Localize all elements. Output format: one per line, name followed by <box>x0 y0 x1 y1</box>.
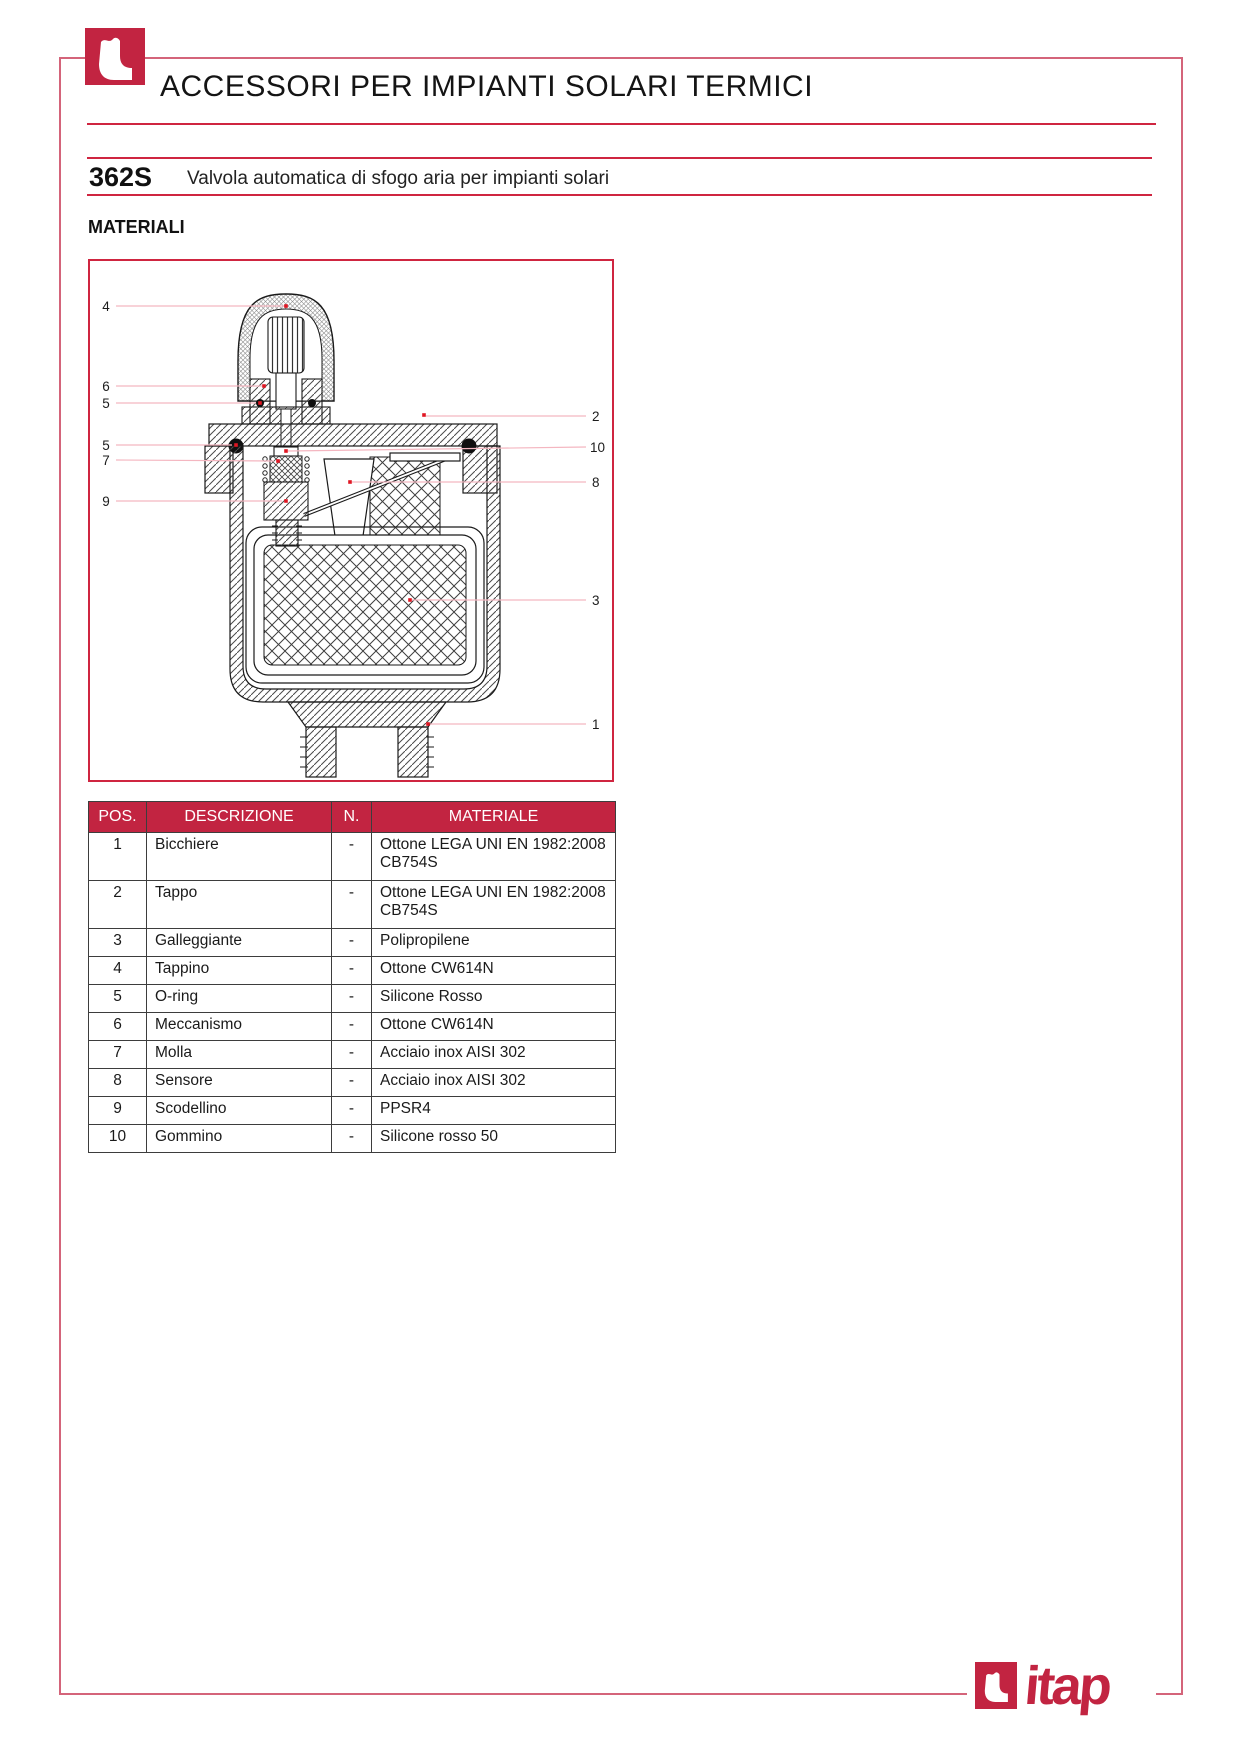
frame-bottom-left-line <box>59 1693 967 1695</box>
spring-and-seat-assembly <box>263 447 309 546</box>
spring-molla <box>270 456 302 482</box>
col-header-descrizione: DESCRIZIONE <box>147 802 332 833</box>
frame-left-line <box>59 57 61 1695</box>
cell-pos: 4 <box>89 957 147 985</box>
itap-footer-logo <box>975 1656 1112 1716</box>
diagram-label-1: 1 <box>592 717 600 732</box>
diagram-label-4: 4 <box>102 299 110 314</box>
cell-pos: 9 <box>89 1097 147 1125</box>
diagram-label-5a: 5 <box>102 396 110 411</box>
valve-section-diagram <box>88 259 614 782</box>
title-underline <box>87 123 1156 125</box>
cell-desc: Gommino <box>147 1125 332 1153</box>
cell-n: - <box>332 957 372 985</box>
cell-pos: 1 <box>89 833 147 881</box>
col-header-materiale: MATERIALE <box>372 802 616 833</box>
diagram-label-3: 3 <box>592 593 600 608</box>
cell-n: - <box>332 1097 372 1125</box>
col-header-pos: POS. <box>89 802 147 833</box>
cell-desc: Scodellino <box>147 1097 332 1125</box>
valve-seat-funnel <box>324 459 374 543</box>
frame-bottom-right-stub <box>1156 1693 1183 1695</box>
table-row <box>89 929 616 957</box>
cell-desc: Tappino <box>147 957 332 985</box>
table-row <box>89 833 616 881</box>
cell-mat: Polipropilene <box>372 929 616 957</box>
cell-n: - <box>332 1041 372 1069</box>
frame-right-line <box>1181 57 1183 1695</box>
product-code: 362S <box>89 162 153 192</box>
product-subtitle: Valvola automatica di sfogo aria per impianti solari <box>187 168 610 189</box>
cell-mat: Ottone CW614N <box>372 957 616 985</box>
table-row <box>89 985 616 1013</box>
frame-top-left-stub <box>59 57 86 59</box>
cell-n: - <box>332 985 372 1013</box>
cell-n: - <box>332 1013 372 1041</box>
materials-table <box>88 801 616 1153</box>
cell-mat: Acciaio inox AISI 302 <box>372 1069 616 1097</box>
cell-n: - <box>332 833 372 881</box>
cell-n: - <box>332 929 372 957</box>
frame-top-line <box>145 57 1183 59</box>
cell-desc: Sensore <box>147 1069 332 1097</box>
valve-cross-section <box>90 261 612 780</box>
pipe-elbow-icon <box>975 1662 1017 1709</box>
cell-mat: Acciaio inox AISI 302 <box>372 1041 616 1069</box>
table-row <box>89 1013 616 1041</box>
diagram-label-9: 9 <box>102 494 110 509</box>
cell-pos: 2 <box>89 881 147 929</box>
cell-pos: 6 <box>89 1013 147 1041</box>
page-title: ACCESSORI PER IMPIANTI SOLARI TERMICI <box>160 70 814 103</box>
diagram-label-8: 8 <box>592 475 600 490</box>
cell-desc: Bicchiere <box>147 833 332 881</box>
cell-desc: Molla <box>147 1041 332 1069</box>
cell-pos: 8 <box>89 1069 147 1097</box>
col-header-n: N. <box>332 802 372 833</box>
itap-wordmark: itap <box>1022 1656 1112 1716</box>
cell-desc: Tappo <box>147 881 332 929</box>
table-header-row <box>89 802 616 833</box>
cell-desc: Galleggiante <box>147 929 332 957</box>
cell-desc: O-ring <box>147 985 332 1013</box>
section-title-materiali: MATERIALI <box>88 217 185 237</box>
cell-pos: 10 <box>89 1125 147 1153</box>
cell-n: - <box>332 881 372 929</box>
itap-logo-icon <box>85 28 145 85</box>
diagram-label-10: 10 <box>590 440 606 455</box>
cell-mat: Silicone Rosso <box>372 985 616 1013</box>
product-rule-top <box>87 157 1152 159</box>
cell-mat: Ottone LEGA UNI EN 1982:2008 CB754S <box>372 833 616 881</box>
float-galleggiante <box>254 535 476 675</box>
table-row <box>89 957 616 985</box>
diagram-label-2: 2 <box>592 409 600 424</box>
cell-mat: PPSR4 <box>372 1097 616 1125</box>
itap-logo-icon <box>975 1662 1017 1709</box>
o-ring-large-right <box>462 439 477 454</box>
table-row <box>89 1097 616 1125</box>
diagram-label-7: 7 <box>102 453 110 468</box>
diagram-label-6: 6 <box>102 379 110 394</box>
o-ring-small-right <box>308 399 316 407</box>
table-row <box>89 881 616 929</box>
knurled-vent-screw <box>268 317 304 373</box>
diagram-label-5b: 5 <box>102 438 110 453</box>
table-row <box>89 1069 616 1097</box>
product-rule-bottom <box>87 194 1152 196</box>
cell-pos: 7 <box>89 1041 147 1069</box>
cell-mat: Silicone rosso 50 <box>372 1125 616 1153</box>
cell-mat: Ottone LEGA UNI EN 1982:2008 CB754S <box>372 881 616 929</box>
cell-n: - <box>332 1125 372 1153</box>
table-row <box>89 1125 616 1153</box>
cell-pos: 5 <box>89 985 147 1013</box>
cell-desc: Meccanismo <box>147 1013 332 1041</box>
pipe-elbow-icon <box>85 28 145 85</box>
cell-pos: 3 <box>89 929 147 957</box>
table-row <box>89 1041 616 1069</box>
cell-n: - <box>332 1069 372 1097</box>
cell-mat: Ottone CW614N <box>372 1013 616 1041</box>
